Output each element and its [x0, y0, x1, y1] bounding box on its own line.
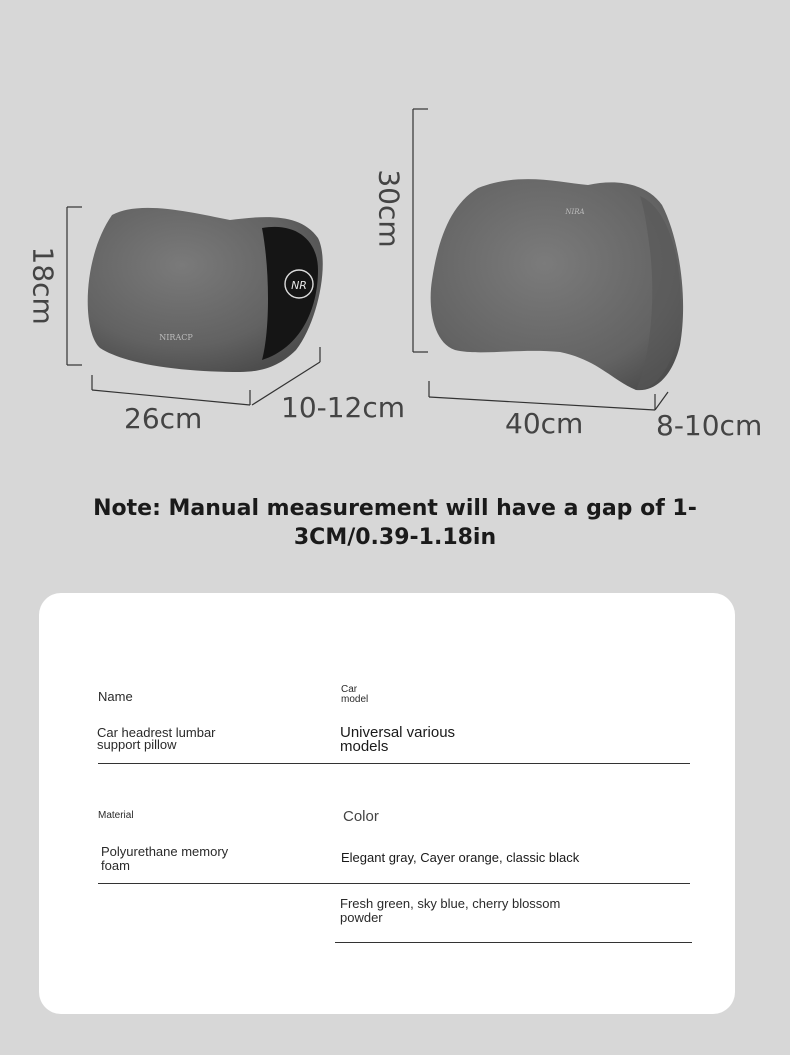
lumbar-depth-line — [655, 392, 668, 410]
headrest-brand-text: NIRACP — [159, 333, 193, 342]
row-divider-2 — [98, 883, 690, 884]
color-value-2: Fresh green, sky blue, cherry blossom powder — [340, 896, 561, 925]
headrest-width-line — [92, 375, 250, 405]
row-divider-1 — [98, 763, 690, 764]
headrest-depth-label: 10-12cm — [281, 391, 406, 424]
color-value-1: Elegant gray, Cayer orange, classic black — [341, 850, 580, 865]
lumbar-width-label: 40cm — [505, 407, 584, 440]
measurement-note — [60, 494, 730, 552]
color-label: Color — [343, 808, 379, 825]
lumbar-depth-label: 8-10cm — [656, 409, 763, 442]
note-line-2: 3CM/0.39-1.18in — [293, 525, 497, 550]
lumbar-height-label: 30cm — [372, 169, 406, 248]
headrest-pillow-image — [88, 208, 323, 372]
headrest-height-line — [67, 207, 82, 365]
spec-card — [39, 593, 735, 1014]
car-model-label: Car model — [341, 684, 369, 705]
lumbar-brand-text: NIRA — [565, 208, 585, 216]
name-value: Car headrest lumbar support pillow — [97, 725, 216, 752]
name-label: Name — [98, 689, 133, 704]
row-divider-3 — [335, 942, 692, 943]
headrest-logo: NR — [291, 279, 307, 292]
headrest-width-label: 26cm — [124, 402, 203, 435]
lumbar-width-line — [429, 381, 655, 410]
car-model-value: Universal various models — [340, 724, 456, 755]
note-line-1: Note: Manual measurement will have a gap of 1- — [93, 496, 697, 521]
material-label: Material — [98, 810, 134, 821]
headrest-height-label: 18cm — [26, 246, 60, 325]
lumbar-pillow-image — [431, 179, 683, 390]
material-value: Polyurethane memory foam — [101, 844, 229, 873]
lumbar-height-line — [413, 109, 428, 352]
